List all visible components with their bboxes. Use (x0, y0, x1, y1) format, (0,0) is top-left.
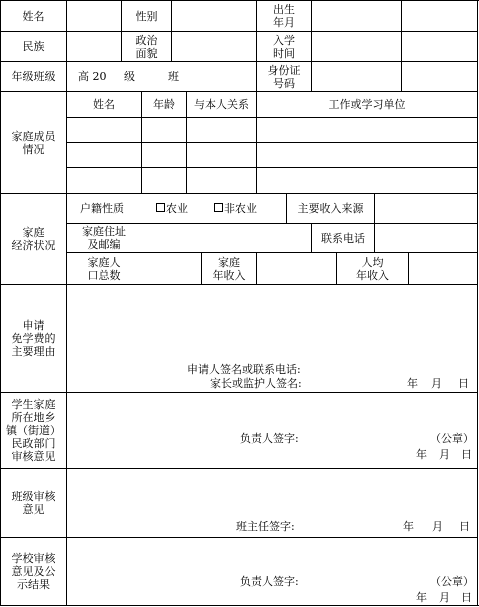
grade-unit: 级 (124, 70, 135, 83)
class-unit: 班 (168, 70, 179, 83)
school-review-month: 月 (439, 591, 450, 604)
household-size-line1: 家庭人 (87, 255, 121, 269)
family-section-line1: 家庭成员 (11, 129, 56, 143)
per-capita-line2: 年收入 (356, 268, 389, 282)
family-col-relation: 与本人关系 (194, 98, 249, 111)
annual-income-label (202, 253, 256, 284)
agri-checkbox[interactable] (156, 203, 165, 212)
township-section-line3: 镇（街道） (6, 424, 61, 437)
address-label-line1: 家庭住址 (82, 225, 126, 238)
school-review-line3: 示结果 (17, 578, 50, 591)
phone-field[interactable] (375, 224, 477, 252)
family-col-name: 姓名 (93, 98, 115, 111)
photo-area (402, 1, 477, 91)
enroll-label-line2: 时间 (273, 46, 295, 60)
grade-label: 年级班级 (11, 70, 56, 83)
township-month: 月 (439, 448, 450, 461)
id-field[interactable] (312, 62, 401, 91)
nonagri-option[interactable] (214, 203, 257, 215)
nonagri-option-label: 非农业 (224, 202, 257, 215)
enroll-label-line1: 入学 (273, 33, 295, 47)
school-review-line1: 学校审核 (11, 552, 56, 565)
township-opinion-field[interactable] (67, 393, 477, 429)
township-section-line5: 审核意见 (11, 450, 56, 463)
school-review-line2: 意见及公 (11, 565, 56, 578)
applicant-sign-line: 申请人签名或联系电话: (187, 363, 301, 376)
application-section-label (1, 285, 66, 392)
gender-field[interactable] (172, 1, 256, 31)
class-review-line1: 班级审核 (11, 490, 56, 503)
school-review-day: 日 (461, 591, 472, 604)
income-source-label: 主要收入来源 (297, 202, 364, 215)
birth-label-line2: 年月 (273, 16, 295, 29)
political-field[interactable] (172, 32, 256, 61)
ethnicity-field[interactable] (67, 32, 121, 61)
address-label-line2: 及邮编 (87, 238, 121, 251)
application-month: 月 (431, 377, 442, 390)
family-row-3[interactable] (67, 168, 477, 193)
annual-income-line1: 家庭 (218, 255, 240, 269)
township-day: 日 (461, 448, 472, 461)
school-review-section-label (1, 538, 66, 605)
agri-option-label: 农业 (166, 202, 188, 215)
agri-option[interactable] (156, 203, 188, 215)
guardian-sign-line: 家长或监护人签名: (210, 377, 302, 390)
family-section-line2: 情况 (22, 142, 45, 156)
nonagri-checkbox[interactable] (214, 203, 223, 212)
family-section-label (1, 92, 66, 193)
address-label (67, 224, 141, 252)
annual-income-line2: 年收入 (212, 268, 246, 282)
per-capita-field[interactable] (409, 253, 477, 284)
township-year: 年 (416, 448, 427, 461)
name-field[interactable] (67, 1, 121, 31)
economy-section-label (1, 194, 66, 284)
id-label-line1: 身份证 (267, 63, 301, 77)
township-section-label (1, 393, 66, 468)
application-section-line3: 主要理由 (11, 345, 56, 358)
per-capita-label (337, 253, 408, 284)
family-row-1[interactable] (67, 118, 477, 142)
application-reason-field[interactable] (67, 285, 477, 361)
township-sign-line: 负责人签字: (240, 432, 299, 445)
ethnicity-label: 民族 (22, 40, 45, 53)
economy-section-line2: 经济状况 (11, 239, 56, 252)
household-size-line2: 口总数 (87, 268, 121, 282)
family-col-workplace: 工作或学习单位 (328, 98, 406, 111)
enroll-label (257, 32, 311, 61)
teacher-sign-line: 班主任签字: (236, 520, 295, 533)
id-label-line2: 号码 (273, 76, 295, 90)
annual-income-field[interactable] (257, 253, 336, 284)
township-section-line2: 所在地乡 (11, 411, 56, 424)
application-day: 日 (458, 377, 469, 390)
address-field[interactable] (142, 224, 311, 252)
class-review-year: 年 (403, 520, 414, 533)
school-seal: （公章） (430, 575, 474, 588)
application-section-line2: 免学费的 (11, 332, 56, 345)
political-label-line1: 政治 (135, 33, 158, 47)
township-seal: （公章） (430, 432, 474, 445)
birth-label (257, 1, 311, 31)
name-label: 姓名 (22, 9, 45, 23)
phone-label: 联系电话 (321, 231, 365, 245)
school-review-field[interactable] (67, 538, 477, 572)
class-review-field[interactable] (67, 469, 477, 517)
household-size-field[interactable] (142, 253, 201, 284)
class-review-day: 日 (459, 520, 470, 533)
birth-label-line1: 出生 (273, 3, 295, 16)
border-bottom (0, 605, 479, 606)
hukou-label: 户籍性质 (80, 202, 124, 215)
class-review-line2: 意见 (22, 503, 45, 516)
township-section-line4: 民政部门 (11, 437, 56, 450)
gender-label: 性别 (135, 9, 158, 23)
township-section-line1: 学生家庭 (11, 398, 56, 411)
class-review-month: 月 (432, 520, 443, 533)
birth-field[interactable] (312, 1, 401, 31)
school-sign-line: 负责人签字: (240, 575, 299, 588)
school-review-year: 年 (416, 591, 427, 604)
economy-section-line1: 家庭 (22, 226, 45, 239)
income-source-field[interactable] (375, 194, 477, 223)
family-row-2[interactable] (67, 143, 477, 167)
family-col-age: 年龄 (153, 98, 175, 111)
application-year: 年 (407, 377, 418, 390)
enroll-field[interactable] (312, 32, 401, 61)
id-label (257, 62, 311, 91)
grade-value: 高 20 (78, 70, 107, 83)
per-capita-line1: 人均 (361, 255, 384, 269)
class-review-section-label (1, 469, 66, 537)
political-label-line2: 面貌 (135, 46, 158, 60)
application-section-line1: 申请 (22, 319, 45, 332)
political-label (122, 32, 171, 61)
household-size-label (67, 253, 141, 284)
